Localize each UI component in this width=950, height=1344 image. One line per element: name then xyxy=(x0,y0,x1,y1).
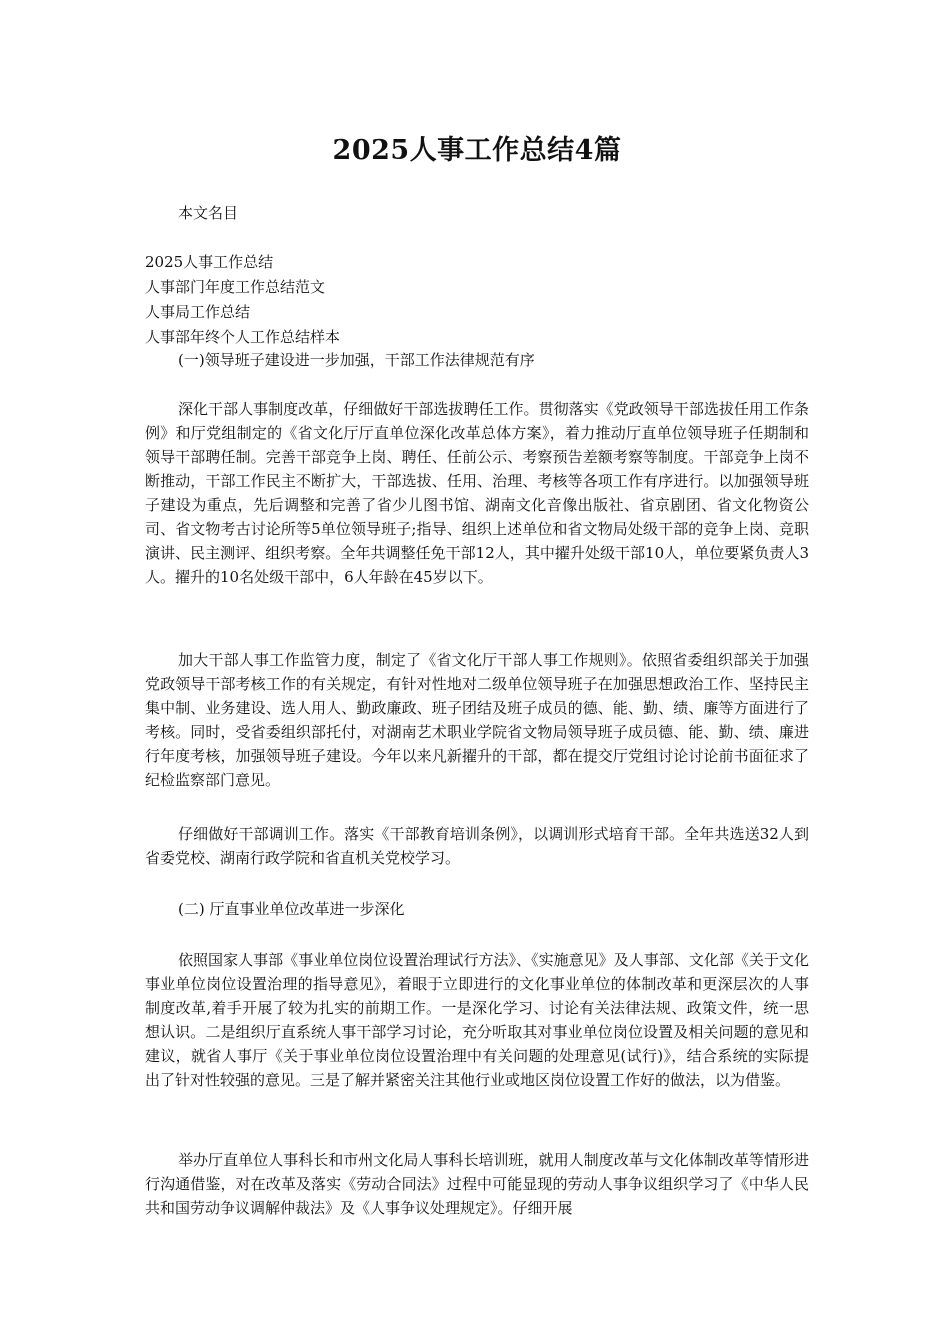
toc-item: 人事部年终个人工作总结样本 xyxy=(145,328,341,346)
toc-heading: 本文名目 xyxy=(178,204,239,222)
toc-item: 人事部门年度工作总结范文 xyxy=(145,278,326,296)
paragraph: 依照国家人事部《事业单位岗位设置治理试行方法》、《实施意见》及人事部、文化部《关于文化事业单位岗位设置治理的指导意见》，着眼于立即进行的文化事业单位的体制改革和更深层次的人事制度改革,着手开展了较为扎实的前期工作。一是深化学习、讨论有关法律法规、政策文件，统一思想认识。二是组织厅直系统人事干部学习讨论，充分听取其对事业单位岗位设置及相关问题的意见和建议，就省人事厅《关于事业单位岗位设置治理中有关问题的处理意见(试行)》，结合系统的实际提出了针对性较强的意见。三是了解并紧密关注其他行业或地区岗位设置工作好的做法，以为借鉴。 xyxy=(145,951,809,1089)
document-title: 2025人事工作总结4篇 xyxy=(332,135,622,166)
section-heading-2: (二) 厅直事业单位改革进一步深化 xyxy=(178,900,405,918)
toc-item: 2025人事工作总结 xyxy=(145,253,274,271)
paragraph: 加大干部人事工作监管力度，制定了《省文化厅干部人事工作规则》。依照省委组织部关于加强党政领导干部考核工作的有关规定，有针对性地对二级单位领导班子在加强思想政治工作、坚持民主集中制、业务建设、选人用人、勤政廉政、班子团结及班子成员的德、能、勤、绩、廉等方面进行了考核。同时，受省委组织部托付，对湖南艺术职业学院省文物局领导班子成员德、能、勤、绩、廉进行年度考核，加强领导班子建设。今年以来凡新擢升的干部，都在提交厅党组讨论讨论前书面征求了纪检监察部门意见。 xyxy=(145,651,809,789)
section-heading-1: (一)领导班子建设进一步加强，干部工作法律规范有序 xyxy=(178,351,535,369)
paragraph: 深化干部人事制度改革，仔细做好干部选拔聘任工作。贯彻落实《党政领导干部选拔任用工作条例》和厅党组制定的《省文化厅厅直单位深化改革总体方案》，着力推动厅直单位领导班子任期制和领导干部聘任制。完善干部竞争上岗、聘任、任前公示、考察预告差额考察等制度。干部竞争上岗不断推动，干部工作民主不断扩大，干部选拔、任用、治理、考核等各项工作有序进行。以加强领导班子建设为重点，先后调整和完善了省少儿图书馆、湖南文化音像出版社、省京剧团、省文化物资公司、省文物考古讨论所等5单位领导班子;指导、组织上述单位和省文物局处级干部的竞争上岗、竞职演讲、民主测评、组织考察。全年共调整任免干部12人，其中擢升处级干部10人，单位要紧负责人3人。擢升的10名处级干部中，6人年龄在45岁以下。 xyxy=(145,400,809,586)
paragraph: 举办厅直单位人事科长和市州文化局人事科长培训班，就用人制度改革与文化体制改革等情形进行沟通借鉴，对在改革及落实《劳动合同法》过程中可能显现的劳动人事争议组织学习了《中华人民共和国劳动争议调解仲裁法》及《人事争议处理规定》。仔细开展 xyxy=(145,1151,809,1217)
toc-item: 人事局工作总结 xyxy=(145,303,251,321)
paragraph: 仔细做好干部调训工作。落实《干部教育培训条例》，以调训形式培育干部。全年共选送32人到省委党校、湖南行政学院和省直机关党校学习。 xyxy=(145,825,809,867)
table-of-contents xyxy=(145,250,340,350)
